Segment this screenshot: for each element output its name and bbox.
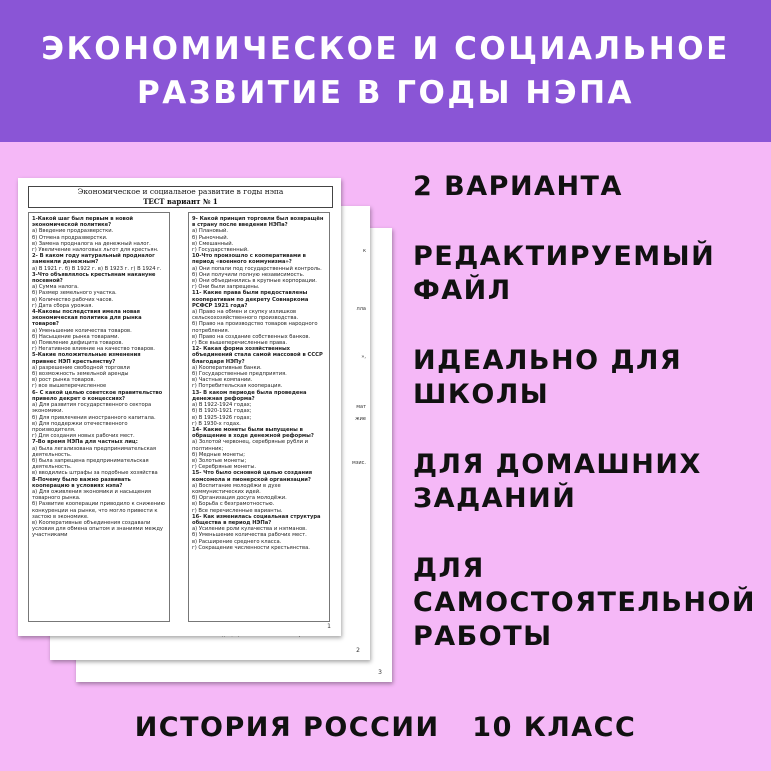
feature-item (413, 170, 756, 204)
question-block (32, 352, 166, 389)
answer-option: б) Право на производство товаров народного потребления. (192, 321, 318, 334)
title-line-1: ЭКОНОМИЧЕСКОЕ И СОЦИАЛЬНОЕ (41, 31, 730, 67)
question-block (32, 216, 166, 253)
answer-option: в) Борьба с безграмотностью. (192, 501, 275, 508)
answer-option: б) Насыщение рынка товарами. (32, 333, 120, 340)
question-text: 1-Какой шаг был первым в новой экономической политике? (32, 216, 134, 229)
feature-item (413, 448, 756, 516)
answer-option: в) Смешанный. (192, 240, 234, 247)
answer-option: г) В 1930-х годах. (192, 420, 241, 427)
feature-line: ДЛЯ (413, 553, 485, 584)
question-text: 4-Каковы последствия имела новая экономическая политика для рынка товаров? (32, 309, 142, 328)
answer-option: г) Все вышеперечисленные права. (192, 340, 288, 347)
answer-option: г) Для создания новых рабочих мест. (32, 433, 135, 440)
answer-option: г) Дата сбора урожая. (32, 302, 93, 309)
answer-option: а) Право на обмен и скупку излишков сельскохозяйственного производства. (192, 309, 299, 322)
question-block (192, 514, 326, 551)
question-text: 8-Почему было важно развивать кооперацию в условиях нэпа? (32, 476, 131, 489)
feature-item (413, 552, 756, 654)
answer-option: б) возможность земельной аренды (32, 371, 129, 378)
answer-option: г) Они были запрещены. (192, 284, 260, 291)
answer-option: а) разрешение свободной торговли (32, 364, 130, 371)
answer-option: в) Расширение среднего класса. (192, 538, 282, 545)
answer-option: а) В 1922-1924 годах; (192, 402, 252, 409)
question-text: 10-Что произошло с кооперативами в период «военного коммунизма»? (192, 253, 306, 266)
answer-option: б) Организация досуга молодёжи. (192, 495, 287, 502)
answer-option: а) Они попали под государственный контроль. (192, 265, 322, 272)
answer-option: а) была легализована предпринимательская деятельность. (32, 445, 157, 458)
question-text: 2- В каком году натуральный продналог заменили денежным? (32, 253, 155, 266)
title-banner (0, 0, 771, 142)
question-block (32, 309, 166, 352)
answer-option: г) Государственный. (192, 247, 249, 254)
feature-line: ДЛЯ ДОМАШНИХ (413, 449, 702, 480)
answer-option: в) Право на создание собственных банков. (192, 333, 311, 340)
answer-option: а) Уменьшение количества товаров. (32, 327, 132, 334)
answer-option: б) была запрещена предпринимательская деятельность. (32, 457, 149, 471)
answer-option: в) Золотые монеты; (192, 457, 247, 464)
question-text: 9- Какой принцип торговли был возвращён в страну после введения НЭПа? (192, 216, 324, 229)
page-2-edge-text: к (362, 248, 366, 254)
answer-option: а) Для развития государственного сектора экономики. (32, 402, 152, 415)
answer-option: г) все вышеперечисленное (32, 383, 107, 390)
question-block (192, 253, 326, 290)
answer-option: б) Отмена продразверстки. (32, 234, 108, 241)
question-text: 16- Как изменилась социальная структура общества в период НЭПа? (192, 513, 321, 526)
document-header (28, 186, 333, 208)
answer-option: б) Развитие кооперации приводило к снижению конкуренции на рынке, что могло привести к застою в экономике. (32, 501, 165, 520)
question-text: 12- Какая форма хозяйственных объединений стала самой массовой в СССР благодаря НЭПу? (192, 346, 323, 365)
page-2-edge-text: », (361, 354, 366, 360)
answer-option: б) Размер земельного участка. (32, 290, 117, 297)
answer-option: б) В 1920-1921 годах; (192, 408, 252, 415)
document-variant: ТЕСТ вариант № 1 (143, 197, 218, 206)
answer-option: г) Сокращение численности крестьянства. (192, 544, 310, 551)
page-2-edge-text: жие (355, 416, 366, 422)
feature-line: ШКОЛЫ (413, 379, 550, 410)
answer-option: в) Они объединились в крупные корпорации. (192, 278, 317, 285)
answer-option: г) Увеличение налоговых льгот для крестьян. (32, 247, 159, 254)
answer-option: б) Они получили полную независимость. (192, 271, 305, 278)
feature-line: 2 ВАРИАНТА (413, 171, 623, 202)
answer-option: г) Потребительская кооперация. (192, 383, 283, 390)
questions-column-right (188, 212, 330, 622)
feature-line: САМОСТОЯТЕЛЬНОЙ (413, 587, 757, 618)
answer-option: а) Кооперативные банки. (192, 364, 262, 371)
question-block (192, 346, 326, 389)
page-number-3: 3 (378, 669, 382, 676)
feature-line: РЕДАКТИРУЕМЫЙ (413, 241, 716, 272)
title-line-2: РАЗВИТИЕ В ГОДЫ НЭПА (136, 75, 635, 111)
question-block (192, 427, 326, 470)
question-block (32, 390, 166, 440)
feature-line: ЗАДАНИЙ (413, 483, 577, 514)
answer-option: в) Частные компании. (192, 377, 253, 384)
answer-option: в) В 1925-1926 годах; (192, 414, 252, 421)
answer-option: в) Для поддержки отечественного производителя. (32, 420, 128, 433)
question-text: 6- С какой целью советское правительство привело декрет о концессиях? (32, 389, 163, 402)
answer-option: б) Уменьшение количества рабочих мест. (192, 532, 307, 539)
question-text: 7-Во время НЭПа для частных лиц: (32, 439, 138, 446)
answer-option: в) Появление дефицита товаров. (32, 340, 124, 347)
page-2-edge-text: мзис. (351, 460, 366, 466)
question-text: 14- Какие монеты были выпущены в обращение в ходе денежной реформы? (192, 426, 314, 440)
feature-item (413, 344, 756, 412)
answer-option: г) Все перечисленные варианты. (192, 507, 283, 514)
answer-option: б) Государственные предприятия. (192, 371, 287, 378)
page-number-2: 2 (356, 647, 360, 654)
question-block (192, 390, 326, 427)
question-block (192, 470, 326, 513)
page-2-edge-text: мат (356, 404, 366, 410)
answer-option: г) Негативное влияние на качество товаров. (32, 346, 155, 353)
question-block (32, 272, 166, 309)
answer-option: в) Количество рабочих часов. (32, 296, 114, 303)
answer-option: а) Воспитание молодёжи в духе коммунистических идей. (192, 482, 281, 495)
question-text: 5-Какие положительные изменения привнес НЭП крестьянству? (32, 352, 141, 365)
answer-option: а) В 1921 г. б) В 1922 г. в) В 1923 г. г) В 1924 г. (32, 265, 162, 272)
question-block (192, 216, 326, 253)
answer-option: а) Плановый. (192, 228, 228, 235)
question-block (32, 439, 166, 476)
question-text: 15- Что было основной целью создания комсомола и пионерской организации? (192, 470, 313, 483)
feature-list (413, 170, 756, 690)
page-2-edge-text: лла (356, 306, 366, 312)
question-block (32, 253, 166, 272)
footer-subject-grade: ИСТОРИЯ РОССИИ 10 КЛАСС (134, 712, 637, 743)
document-title: Экономическое и социальное развитие в годы нэпа (77, 187, 284, 196)
feature-line: РАБОТЫ (413, 621, 553, 652)
answer-option: в) Замена продналога на денежный налог. (32, 240, 151, 247)
answer-option: а) Сумма налога. (32, 284, 79, 291)
answer-option: г) Серебряные монеты. (192, 464, 257, 471)
question-text: 13- В каком периоде была проведена денежная реформа? (192, 389, 307, 402)
answer-option: б) Для привлечения иностранного капитала. (32, 414, 156, 421)
answer-option: в) рост рынка товаров. (32, 377, 96, 384)
question-text: 3-Что объявлялось крестьянам накануне посевной? (32, 271, 156, 285)
answer-option: в) вводились штрафы за подобные хозяйства (32, 470, 158, 477)
feature-line: ФАЙЛ (413, 275, 512, 306)
question-block (192, 290, 326, 346)
answer-option: а) Усиление роли кулачества и нэпманов. (192, 526, 307, 533)
answer-option: а) Введение продразверстки. (32, 228, 114, 235)
answer-option: а) Золотой червонец, серебряные рубли и полтинник; (192, 439, 308, 452)
question-block (32, 477, 166, 539)
questions-column-left (28, 212, 170, 622)
feature-line: ИДЕАЛЬНО ДЛЯ (413, 345, 683, 376)
answer-option: а) Для оживления экономики и насыщения товарного рынка. (32, 488, 151, 502)
feature-item (413, 240, 756, 308)
answer-option: б) Рыночный. (192, 234, 229, 241)
question-text: 11- Какие права были предоставлены кооперативам по декрету Совнаркома РСФСР 1921 года? (192, 290, 309, 309)
document-page-1 (18, 178, 341, 636)
page-number-1: 1 (327, 623, 331, 630)
answer-option: в) Кооперативные объединения создавали условия для обмена опытом и знаниями между участниками (32, 519, 163, 539)
answer-option: б) Медные монеты; (192, 451, 245, 458)
